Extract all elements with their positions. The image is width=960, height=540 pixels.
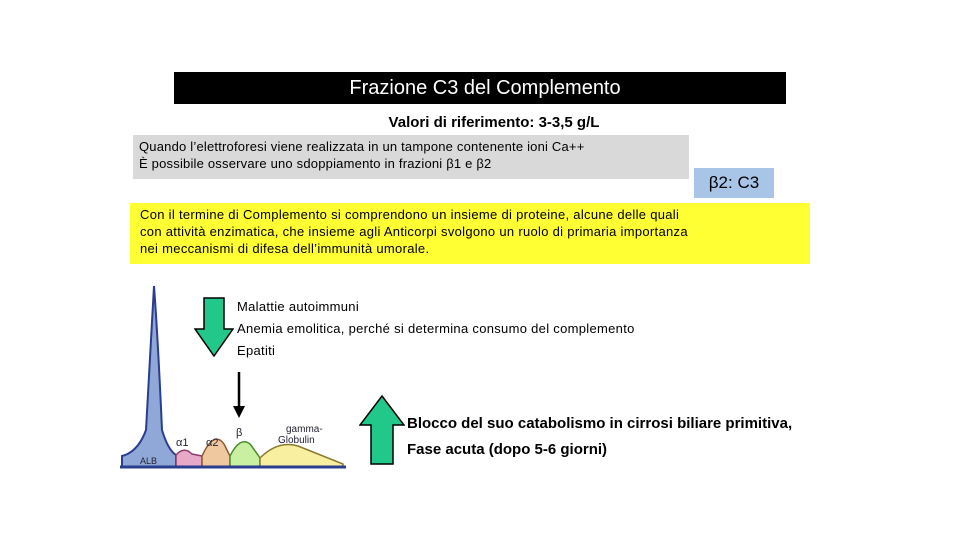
increase-item-2: Fase acuta (dopo 5-6 giorni) <box>407 441 608 458</box>
definition-line-1: Con il termine di Complemento si comprendono un insieme di proteine, alcune delle quali <box>140 207 680 222</box>
definition-box <box>130 203 810 264</box>
alb-label: ALB <box>140 456 158 466</box>
title-bar <box>174 72 786 104</box>
increase-item-1: Blocco del suo catabolismo in cirrosi biliare primitiva, <box>407 415 793 432</box>
alpha1-label: α1 <box>176 437 189 449</box>
decrease-item-2: Anemia emolitica, perché si determina consumo del complemento <box>237 321 635 336</box>
beta-curve-label: β <box>236 427 243 439</box>
beta-pointer-arrow-icon <box>232 372 246 418</box>
definition-line-2: con attività enzimatica, che insieme agli Anticorpi svolgono un ruolo di primaria importanza <box>140 224 688 239</box>
slide-title: Frazione C3 del Complemento <box>349 76 621 99</box>
gamma-label-2: Globulin <box>278 435 315 446</box>
decrease-item-1: Malattie autoimmuni <box>237 299 360 314</box>
alpha1-peak <box>176 450 202 467</box>
albumin-peak <box>122 286 176 467</box>
alpha2-label: α2 <box>206 437 219 449</box>
increase-causes-list <box>407 411 792 463</box>
decrease-item-3: Epatiti <box>237 343 276 358</box>
gamma-label-1: gamma- <box>286 424 323 435</box>
definition-line-3: nei meccanismi di difesa dell’immunità umorale. <box>140 241 430 256</box>
electrophoresis-note <box>133 135 689 179</box>
gamma-peak <box>260 445 343 468</box>
beta-peak <box>230 442 260 467</box>
reference-values: Valori di riferimento: 3-3,5 g/L <box>388 114 600 131</box>
arrow-up-icon <box>359 395 405 465</box>
arrow-down-icon <box>194 297 234 357</box>
note-line-1: Quando l’elettroforesi viene realizzata in un tampone contenente ioni Ca++ <box>139 139 585 154</box>
decrease-causes-list <box>237 296 635 362</box>
note-line-2: È possibile osservare uno sdoppiamento in frazioni β1 e β2 <box>139 156 492 171</box>
beta2-label: β2: C3 <box>694 168 774 198</box>
